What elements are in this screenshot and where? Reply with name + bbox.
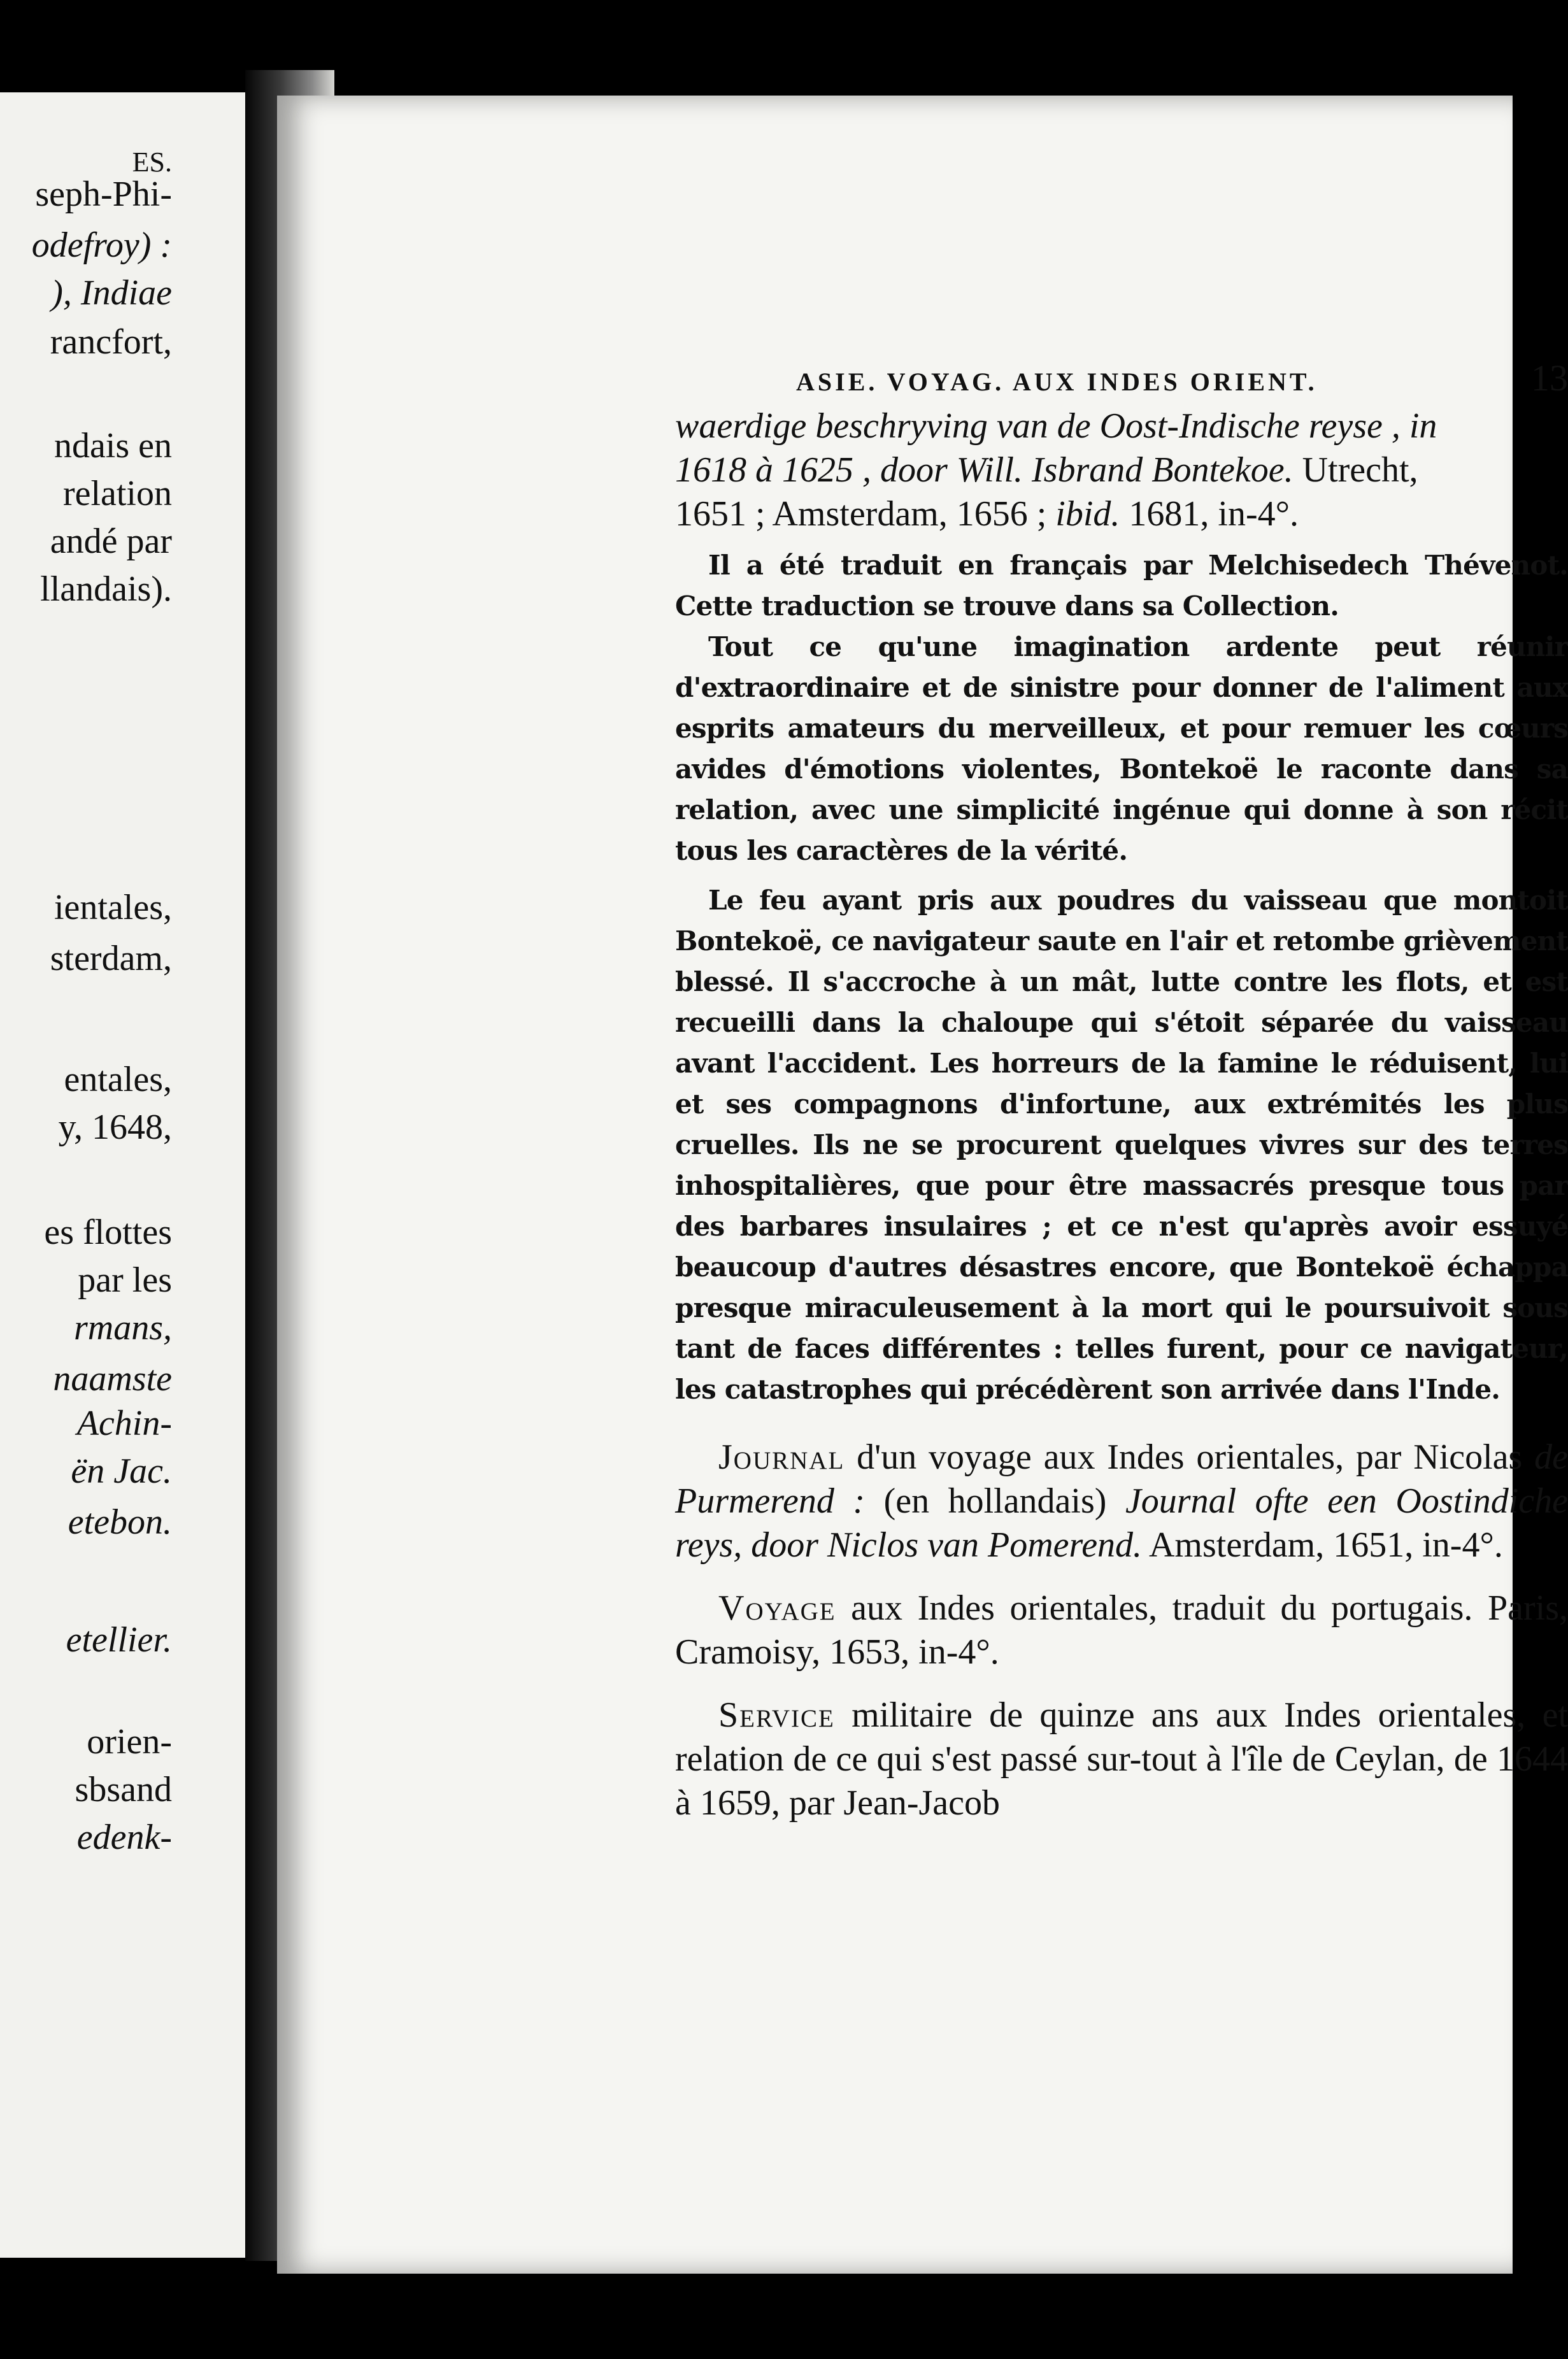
running-head xyxy=(796,357,1568,399)
left-page-line: orien- xyxy=(87,1722,172,1762)
entry-journal-dutch-title: Journal ofte een Oostindiche reys, door Niclos van Pomerend. xyxy=(675,1481,1568,1565)
left-page-line: sbsand xyxy=(75,1770,172,1809)
book-page xyxy=(277,96,1568,2274)
left-page-line: andé par xyxy=(50,522,172,561)
left-page-line: etebon. xyxy=(68,1502,172,1542)
previous-page-fragment xyxy=(0,92,248,2258)
page-number: 13 xyxy=(1531,357,1568,399)
entry-journal-lead: Journal xyxy=(718,1437,845,1477)
left-page-line: sterdam, xyxy=(50,939,172,978)
entry-journal-author: de Purmerend : xyxy=(675,1437,1568,1521)
left-page-line: edenk- xyxy=(76,1818,172,1857)
entry-journal-imprint: Amsterdam, 1651, in-4°. xyxy=(1142,1525,1503,1565)
left-page-line: odefroy) : xyxy=(31,225,172,265)
entry-voyage xyxy=(675,1586,1568,1674)
left-page-line: rancfort, xyxy=(50,322,172,362)
entry-bontekoe-editions: 1651 ; Amsterdam, 1656 ; xyxy=(675,494,1056,534)
left-page-line: entales, xyxy=(64,1060,172,1099)
left-page-line: ), Indiae xyxy=(51,273,172,313)
entry-voyage-lead: Voyage xyxy=(718,1588,836,1628)
left-page-line: ientales, xyxy=(53,888,172,927)
left-page-line: ndais en xyxy=(53,426,172,466)
note-translation: Il a été traduit en français par Melchisedech Thévenot. Cette traduction se trouve dans sa Collection. xyxy=(675,550,1568,622)
entry-journal-text2: (en hollandais) xyxy=(865,1481,1125,1521)
entry-journal xyxy=(675,1436,1568,1567)
left-page-line: es flottes xyxy=(44,1213,172,1252)
entry-bontekoe-ibid: ibid. xyxy=(1055,494,1120,534)
left-page-line: naamste xyxy=(53,1359,172,1399)
entry-bontekoe-author: 1618 à 1625 , door Will. Isbrand Bontekoe. xyxy=(675,450,1294,490)
left-page-line: etellier. xyxy=(66,1620,172,1660)
entry-service-lead: Service xyxy=(718,1695,835,1735)
entry-bontekoe-place: Utrecht, xyxy=(1293,450,1418,490)
note-summary: Tout ce qu'une imagination ardente peut réunir d'extraordinaire et de sinistre pour donner de l'aliment aux esprits amateurs du merveilleux, et pour remuer les cœurs avides d'émotions violentes, Bontekoë le raconte dans sa relation, avec une simplicité ingénue qui donne à son récit tous les caractères de la vérité. xyxy=(675,631,1568,866)
left-page-line: ES. xyxy=(132,146,172,178)
left-page-line: ën Jac. xyxy=(71,1451,172,1491)
left-page-line: Achin- xyxy=(76,1404,172,1443)
note-narrative: Le feu ayant pris aux poudres du vaisseau que montoit Bontekoë, ce navigateur saute en l'air et retombe grièvement blessé. Il s'accroche à un mât, lutte contre les flots, et est recueilli dans la chaloupe qui s'étoit séparée du vaisseau avant l'accident. Les horreurs de la famine le réduisent, lui et ses compagnons d'infortune, aux extrémités les plus cruelles. Ils ne se procurent quelques vivres sur des terres inhospitalières, que pour être massacrés presque tous par des barbares insulaires ; et ce n'est qu'après avoir essuyé beaucoup d'autres désastres encore, que Bontekoë échappa presque miraculeusement à la mort qui le poursuivoit sous tant de faces différentes : telles furent, pour ce navigateur, les catastrophes qui précédèrent son arrivée dans l'Inde. xyxy=(675,885,1568,1405)
left-page-line: seph-Phi- xyxy=(35,175,172,214)
entry-service-text: militaire de quinze ans aux Indes orientales, et relation de ce qui s'est passé sur-tout à l'île de Ceylan, de 1644 à 1659, par Jean-Jacob xyxy=(675,1695,1568,1823)
entry-bontekoe-title-line: waerdige beschryving van de Oost-Indische reyse , in xyxy=(675,406,1437,446)
left-page-line: y, 1648, xyxy=(58,1108,172,1147)
left-page-line: relation xyxy=(62,474,172,513)
entry-bontekoe xyxy=(675,404,1568,536)
left-page-line: llandais). xyxy=(40,569,172,609)
entry-bontekoe-format: 1681, in-4°. xyxy=(1120,494,1299,534)
text-column xyxy=(675,357,1568,1825)
entry-service xyxy=(675,1693,1568,1825)
left-page-line: rmans, xyxy=(73,1308,172,1348)
entry-journal-text1: d'un voyage aux Indes orientales, par Nicolas xyxy=(845,1437,1535,1477)
left-page-line: par les xyxy=(78,1260,172,1300)
entry-voyage-text: aux Indes orientales, traduit du portugais. Paris, Cramoisy, 1653, in-4°. xyxy=(675,1588,1568,1672)
running-head-title: ASIE. VOYAG. AUX INDES ORIENT. xyxy=(796,367,1318,396)
